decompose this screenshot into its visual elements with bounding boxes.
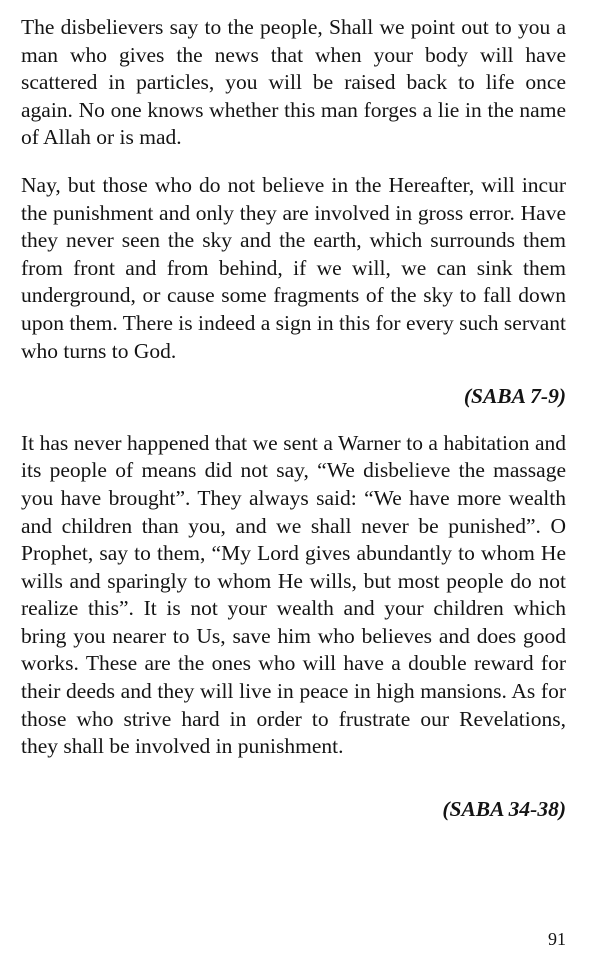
citation-saba-34-38: (SABA 34-38) [442,796,566,821]
paragraph-warner: It has never happened that we sent a Warner to a habitation and its people of means did not say, “We disbelieve the massage you have brought”. They always said: “We have more wealth and children than you, and we shall never be punished”. O Prophet, say to them, “My Lord gives abundantly to whom He wills and sparingly to whom He wills, but most people do not realize this”. It is not your wealth and your children which bring you nearer to Us, save him who believes and does good works. These are the ones who will have a double reward for their deeds and they will live in peace in high mansions. As for those who strive hard in order to frustrate our Revelations, they shall be involved in punishment. [21,430,566,759]
paragraph-spacer [21,152,566,172]
paragraph-spacer [21,365,566,383]
paragraph-hereafter: Nay, but those who do not believe in the Hereafter, will incur the punishment and only they are involved in gross error. Have they never seen the sky and the earth, which surrounds them from front and from behind, if we will, we can sink them underground, or cause some fragments of the sky to fall down upon them. There is indeed a sign in this for every such servant who turns to God. [21,172,566,363]
paragraph-disbelievers: The disbelievers say to the people, Shall we point out to you a man who gives the news that when your body will have scattered in particles, you will be raised back to life once again. No one knows whether this man forges a lie in the name of Allah or is mad. [21,15,566,150]
page-number: 91 [548,929,566,949]
paragraph-spacer [21,761,566,796]
page-body [21,14,566,823]
citation-saba-7-9: (SABA 7-9) [463,384,566,409]
paragraph-spacer [21,411,566,430]
